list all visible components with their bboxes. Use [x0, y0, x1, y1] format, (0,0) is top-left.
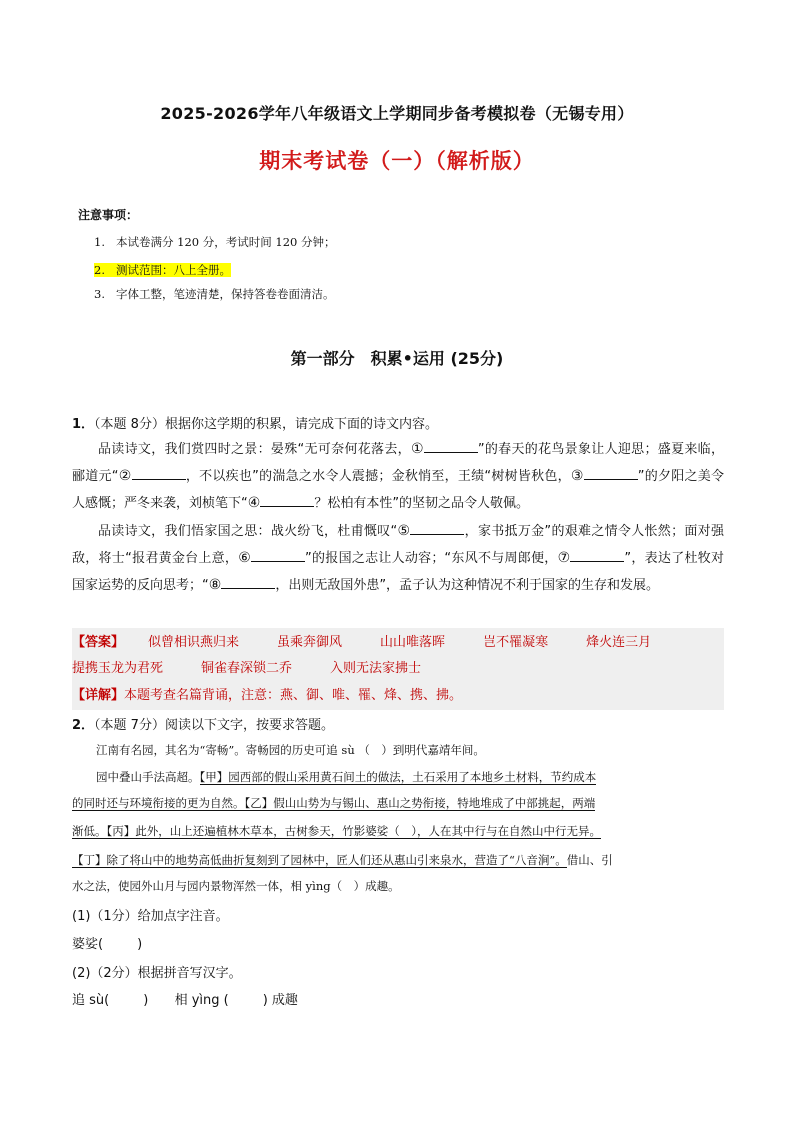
notice-highlight [94, 263, 231, 277]
fill-blank [570, 547, 624, 562]
fill-blank [132, 465, 186, 480]
question-number: 1． [72, 417, 95, 432]
blank-marker: ⑥ [238, 550, 252, 566]
word-item: 婆娑( [72, 937, 104, 952]
sub-question-2-item [72, 989, 298, 1008]
paren-close: ) [137, 937, 143, 952]
passage-line [72, 819, 724, 843]
passage-underlined-text: 【丁】除了将山中的地势高低曲折复刻到了园林中，匠人们还从惠山引来泉水，营造了“八音涧”。 [72, 853, 567, 867]
detail-label: 【详解】 [72, 688, 125, 703]
passage-text: 借山、引 [566, 853, 613, 867]
notice-heading: 注意事项： [78, 208, 139, 222]
answer-item: 似曾相识燕归来 [148, 635, 240, 650]
text-segment: ？松柏有本性”的坚韧之品令人敬佩。 [314, 496, 530, 511]
answer-item: 山山唯落晖 [380, 635, 446, 650]
notice-item-text: 测试范围：八上全册。 [116, 263, 231, 277]
passage-line [72, 765, 724, 789]
blank-marker: ⑧ [208, 577, 222, 593]
blank-marker: ④ [247, 495, 261, 511]
question-instruction: （本题 7分）阅读以下文字，按要求答题。 [94, 718, 334, 733]
passage-line [72, 848, 724, 872]
notice-item-number: 1. [94, 235, 105, 249]
notice-item-text: 本试卷满分 120 分，考试时间 120 分钟； [116, 235, 336, 249]
question-1-paragraph-2 [72, 518, 724, 599]
passage-underlined-text: 【甲】园西部的假山采用黄石间土的做法，土石采用了本地乡土材料，节约成本 [199, 770, 597, 784]
fill-blank [221, 574, 275, 589]
word-suffix: ) 成趣 [262, 993, 298, 1008]
question-1-heading [72, 413, 438, 432]
sub-question-1: (1)（1分）给加点字注音。 [72, 909, 229, 924]
notice-item [94, 234, 336, 250]
question-number: 2． [72, 718, 95, 733]
notice-item [94, 262, 231, 278]
section-title: 第一部分 积累•运用 (25分) [290, 349, 504, 368]
passage-underlined-text: 的同时还与环境衔接的更为自然。【乙】假山山势为与锡山、惠山之势衔接，特地堆成了中部挑起，两端 [72, 796, 596, 810]
notice-item-number: 2. [94, 263, 105, 277]
sub-question-2: (2)（2分）根据拼音写汉字。 [72, 966, 242, 981]
passage-underlined-text: 渐低。【丙】此外，山上还遍植林木草本，古树参天，竹影婆娑（ ），人在其中行与在自然山中行无异。 [72, 824, 601, 838]
answer-item: 铜雀春深锁二乔 [201, 661, 293, 676]
passage-line: 水之法，使园外山月与园内景物浑然一体，相 yìng（ ）成趣。 [72, 879, 400, 893]
blank-marker: ③ [570, 468, 584, 484]
question-instruction: （本题 8分）根据你这学期的积累，请完成下面的诗文内容。 [94, 417, 438, 432]
notice-item-number: 3. [94, 287, 105, 301]
sub-question-1-item [72, 933, 142, 952]
passage-line [72, 791, 724, 815]
word-item: 追 sù( [72, 993, 110, 1008]
blank-marker: ② [118, 468, 132, 484]
notice-item [94, 286, 335, 302]
text-segment: 品读诗文，我们赏四时之景：晏殊“无可奈何花落去， [98, 442, 411, 457]
answer-item: 提携玉龙为君死 [72, 661, 164, 676]
paren-close: ) [143, 993, 149, 1008]
word-item: 相 yìng ( [174, 993, 229, 1008]
notice-item-text: 字体工整，笔迹清楚，保持答卷卷面清洁。 [116, 287, 335, 301]
answer-row-1 [72, 631, 651, 650]
question-1-paragraph-1 [72, 436, 724, 517]
text-segment: ，出则无敌国外患”，孟子认为这种情况不利于国家的生存和发展。 [275, 578, 660, 593]
sub-title: 期末考试卷（一）（解析版） [259, 149, 535, 173]
blank-marker: ① [410, 441, 424, 457]
passage-text: 园中叠山手法高超。 [96, 770, 200, 784]
blank-marker: ⑦ [557, 550, 571, 566]
fill-blank [251, 547, 305, 562]
text-segment: ”的夕阳之美令人感慨；严冬来袭，刘桢笔下“ [72, 469, 724, 511]
blank-marker: ⑤ [397, 523, 411, 539]
passage-line: 江南有名园，其名为“寄畅”。寄畅园的历史可追 sù （ ）到明代嘉靖年间。 [96, 743, 485, 757]
answer-item: 入则无法家拂士 [330, 661, 422, 676]
fill-blank [424, 438, 478, 453]
answer-item: 岂不罹凝寒 [483, 635, 549, 650]
answer-label: 【答案】 [72, 635, 125, 650]
fill-blank [584, 465, 638, 480]
text-segment: ”的报国之志让人动容；“东风不与周郎便， [305, 551, 558, 566]
question-2-heading [72, 714, 334, 733]
fill-blank [410, 520, 464, 535]
text-segment: 品读诗文，我们悟家国之思：战火纷飞，杜甫慨叹“ [98, 524, 398, 539]
answer-item: 虽乘奔御风 [277, 635, 343, 650]
main-title: 2025-2026学年八年级语文上学期同步备考模拟卷（无锡专用） [160, 104, 634, 123]
text-segment: ，家书抵万金”的艰难之情令人怅然；面对强敌，将士“报君黄金台上意， [72, 524, 724, 566]
text-segment: ”的春天的花鸟景象让人迎思；盛夏来临，郦道元“ [72, 442, 724, 484]
text-segment: ，不以疾也”的湍急之水令人震撼；金秋悄至，王绩“树树皆秋色， [185, 469, 571, 484]
text-segment: ”，表达了杜牧对国家运势的反向思考；“ [72, 551, 724, 593]
detail-text: 本题考查名篇背诵，注意：燕、御、唯、罹、烽、携、拂。 [124, 688, 463, 703]
answer-row-2 [72, 657, 459, 676]
fill-blank [260, 492, 314, 507]
answer-item: 烽火连三月 [586, 635, 652, 650]
answer-detail [72, 684, 462, 703]
